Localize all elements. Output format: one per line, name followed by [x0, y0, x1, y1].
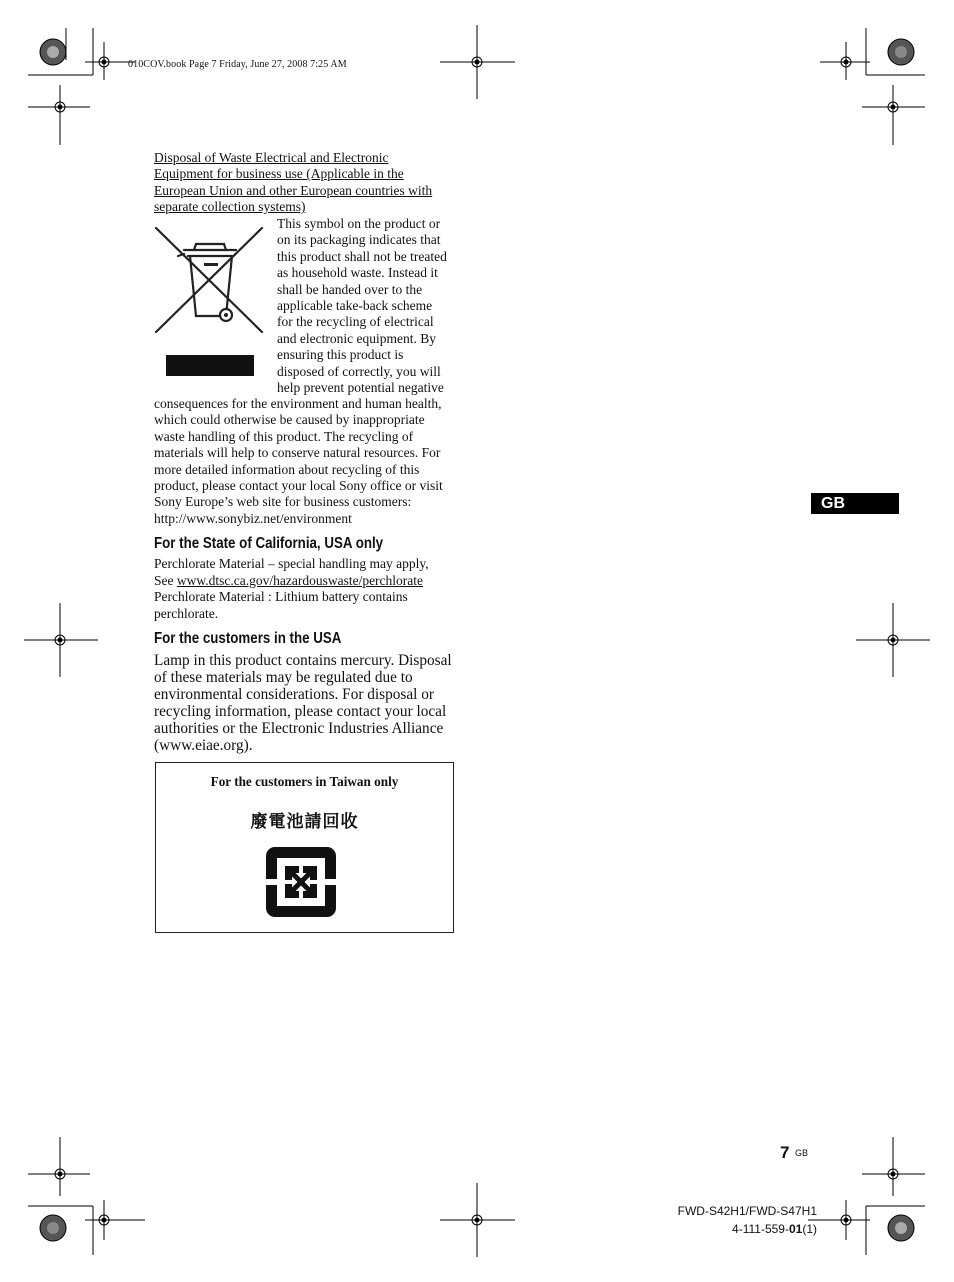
california-heading: For the State of California, USA only — [154, 535, 384, 552]
weee-side-line: on its packaging indicates that — [277, 232, 441, 248]
weee-side-line: help prevent potential negative — [277, 380, 444, 396]
weee-environment-url: http://www.sonybiz.net/environment — [154, 510, 352, 526]
weee-side-line: for the recycling of electrical — [277, 314, 434, 330]
taiwan-recycle-icon — [265, 846, 337, 918]
weee-body-line: materials will help to conserve natural resources. For — [154, 445, 441, 461]
california-see-label: See — [154, 572, 177, 588]
weee-side-line: shall be handed over to the — [277, 281, 423, 297]
weee-body-line: product, please contact your local Sony office or visit — [154, 478, 443, 494]
weee-side-line: applicable take-back scheme — [277, 298, 433, 314]
usa-line: authorities or the Electronic Industries Alliance — [154, 720, 444, 738]
taiwan-chinese-text: 廢電池請回收 — [250, 812, 359, 832]
weee-title-line: Equipment for business use (Applicable in the — [154, 166, 404, 182]
part-number-suffix: (1) — [802, 1222, 817, 1236]
taiwan-notice-box — [155, 762, 454, 933]
california-line: Perchlorate Material : Lithium battery contains — [154, 589, 408, 605]
weee-side-text — [277, 216, 459, 396]
weee-side-line: and electronic equipment. By — [277, 330, 436, 346]
california-link-line — [154, 573, 456, 590]
weee-title-line: European Union and other European countries with — [154, 182, 433, 198]
weee-title-line: Disposal of Waste Electrical and Electronic — [154, 150, 389, 165]
weee-side-line: ensuring this product is — [277, 347, 404, 363]
usa-line: recycling information, please contact your local — [154, 703, 447, 721]
usa-line: Lamp in this product contains mercury. Disposal — [154, 652, 452, 669]
weee-body-line: more detailed information about recycling of this — [154, 461, 420, 477]
weee-title-line: separate collection systems) — [154, 199, 306, 215]
perchlorate-link[interactable]: www.dtsc.ca.gov/hazardouswaste/perchlorate — [176, 572, 424, 588]
part-number-bold: 01 — [788, 1222, 803, 1236]
usa-line: (www.eiae.org). — [154, 737, 253, 755]
weee-side-line: as household waste. Instead it — [277, 265, 438, 281]
weee-side-line: This symbol on the product or — [277, 216, 441, 231]
weee-body-line: Sony Europe’s web site for business customers: — [154, 494, 412, 510]
california-line: Perchlorate Material – special handling may apply, — [154, 556, 429, 571]
taiwan-heading: For the customers in Taiwan only — [210, 774, 399, 789]
california-line: perchlorate. — [154, 605, 219, 621]
part-number — [732, 1222, 817, 1236]
page-number-suffix: GB — [795, 1148, 809, 1158]
part-number-prefix: 4-111-559- — [732, 1222, 789, 1236]
language-tab-gb: GB — [811, 493, 899, 514]
weee-side-line: this product shall not be treated — [277, 248, 447, 264]
weee-body-line: which could otherwise be caused by inappropriate — [154, 412, 425, 428]
weee-title — [154, 150, 456, 216]
model-number: FWD-S42H1/FWD-S47H1 — [677, 1204, 817, 1218]
usa-line: environmental considerations. For disposal or — [154, 686, 434, 704]
weee-side-line: disposed of correctly, you will — [277, 363, 441, 379]
book-info-header: 010COV.book Page 7 Friday, June 27, 2008 7:25 AM — [128, 59, 347, 70]
weee-body-line: consequences for the environment and human health, — [154, 396, 442, 411]
usa-line: of these materials may be regulated due to — [154, 669, 413, 687]
crossed-out-wheelie-bin-icon — [154, 220, 270, 380]
weee-body-line: waste handling of this product. The recycling of — [154, 428, 414, 444]
page-number: 7 — [780, 1143, 790, 1162]
usa-heading: For the customers in the USA — [154, 630, 342, 647]
california-text — [154, 556, 456, 622]
usa-text — [154, 652, 458, 755]
weee-body-text — [154, 396, 458, 527]
